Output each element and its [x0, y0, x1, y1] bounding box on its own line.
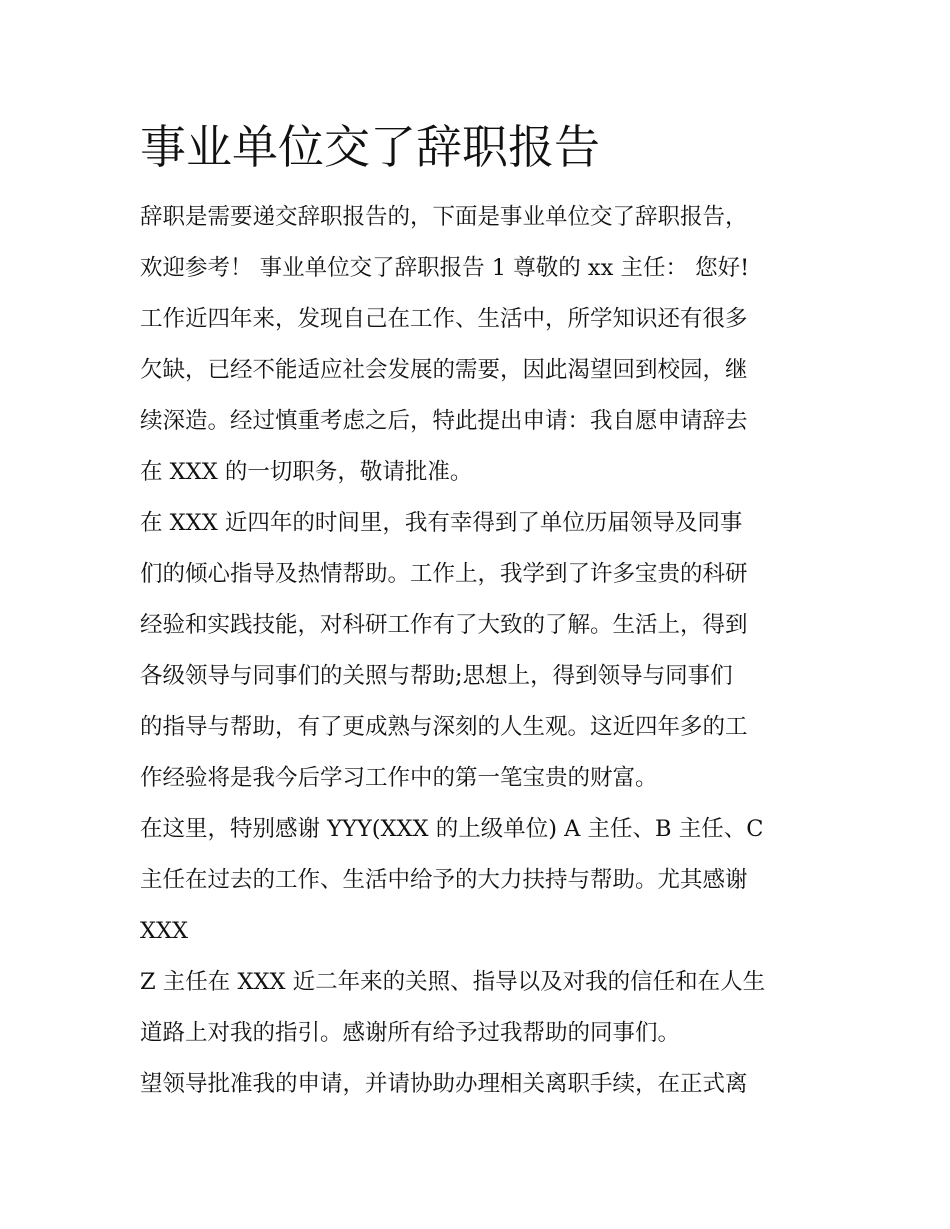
text-line: 经验和实践技能，对科研工作有了大致的了解。生活上，得到	[140, 612, 748, 638]
text-line: 望领导批准我的申请，并请协助办理相关离职手续，在正式离	[140, 1071, 748, 1097]
document-content	[140, 112, 820, 1110]
text-line: 各级领导与同事们的关照与帮助;思想上，得到领导与同事们	[140, 663, 733, 689]
text-line: Z 主任在 XXX 近二年来的关照、指导以及对我的信任和在人生	[140, 969, 766, 995]
text-line: 在这里，特别感谢 YYY(XXX 的上级单位) A 主任、B 主任、C	[140, 816, 764, 842]
text-line: 工作近四年来，发现自己在工作、生活中，所学知识还有很多	[140, 306, 748, 332]
text-line: 道路上对我的指引。感谢所有给予过我帮助的同事们。	[140, 1020, 681, 1046]
text-line: XXX	[140, 918, 189, 944]
text-line: 欠缺，已经不能适应社会发展的需要，因此渴望回到校园，继	[140, 357, 748, 383]
text-line: 们的倾心指导及热情帮助。工作上，我学到了许多宝贵的科研	[140, 561, 748, 587]
document-title: 事业单位交了辞职报告	[140, 120, 600, 174]
text-line: 作经验将是我今后学习工作中的第一笔宝贵的财富。	[140, 765, 658, 791]
text-line: 在 XXX 的一切职务，敬请批准。	[140, 459, 473, 485]
text-line: 主任在过去的工作、生活中给予的大力扶持与帮助。尤其感谢	[140, 867, 748, 893]
text-line: 欢迎参考！ 事业单位交了辞职报告 1 尊敬的 xx 主任： 您好!	[140, 255, 750, 281]
text-line: 辞职是需要递交辞职报告的，下面是事业单位交了辞职报告，	[140, 204, 748, 230]
text-line: 在 XXX 近四年的时间里，我有幸得到了单位历届领导及同事	[140, 510, 743, 536]
text-line: 续深造。经过慎重考虑之后，特此提出申请：我自愿申请辞去	[140, 408, 748, 434]
text-line: 的指导与帮助，有了更成熟与深刻的人生观。这近四年多的工	[140, 714, 748, 740]
